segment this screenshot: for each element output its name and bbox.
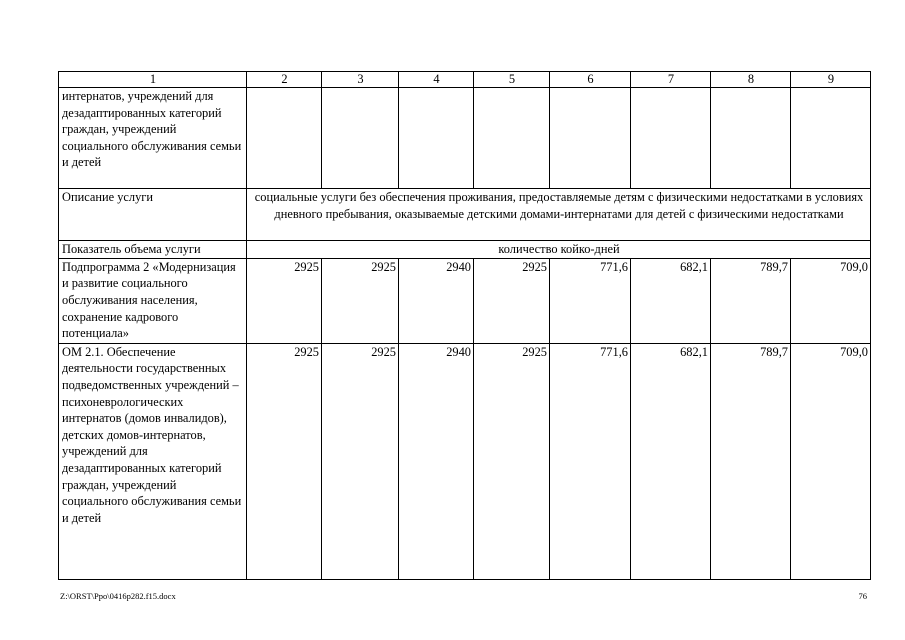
header-cell: 8 [711, 72, 791, 88]
table-row [59, 189, 871, 241]
value-cell: 771,6 [550, 343, 631, 579]
table-row [59, 88, 871, 189]
empty-cell [711, 88, 791, 189]
header-cell: 2 [247, 72, 322, 88]
empty-cell [322, 88, 399, 189]
empty-cell [631, 88, 711, 189]
value-cell: 709,0 [791, 258, 871, 343]
row-label: Показатель объема услуги [59, 241, 247, 259]
header-cell: 7 [631, 72, 711, 88]
table-header-row [59, 72, 871, 88]
data-table [58, 71, 871, 580]
value-cell: 2925 [322, 343, 399, 579]
value-cell: 789,7 [711, 258, 791, 343]
empty-cell [791, 88, 871, 189]
header-cell: 6 [550, 72, 631, 88]
value-cell: 2940 [399, 258, 474, 343]
value-cell: 2925 [247, 343, 322, 579]
table-row [59, 258, 871, 343]
header-cell: 3 [322, 72, 399, 88]
table-row [59, 343, 871, 579]
row-label: интернатов, учреждений для дезадаптированных категорий граждан, учреждений социального обслуживания семьи и детей [59, 88, 247, 189]
value-cell: 682,1 [631, 343, 711, 579]
row-label: ОМ 2.1. Обеспечение деятельности государственных подведомственных учреждений – психоневрологических интернатов (домов инвалидов), детских домов-интернатов, учреждений для дезадаптированных категорий граждан, учреждений социального обслуживания семьи и детей [59, 343, 247, 579]
header-cell: 9 [791, 72, 871, 88]
empty-cell [474, 88, 550, 189]
value-cell: 709,0 [791, 343, 871, 579]
table-row [59, 241, 871, 259]
empty-cell [399, 88, 474, 189]
service-description: социальные услуги без обеспечения проживания, предоставляемые детям с физическими недостатками в условиях дневного пребывания, оказываемые детскими домами-интернатами для детей с физическими недостатками [247, 189, 871, 241]
header-cell: 1 [59, 72, 247, 88]
value-cell: 682,1 [631, 258, 711, 343]
empty-cell [247, 88, 322, 189]
header-cell: 4 [399, 72, 474, 88]
row-label: Описание услуги [59, 189, 247, 241]
value-cell: 789,7 [711, 343, 791, 579]
page-number: 76 [858, 591, 867, 601]
volume-indicator: количество койко-дней [247, 241, 871, 259]
header-cell: 5 [474, 72, 550, 88]
value-cell: 2940 [399, 343, 474, 579]
value-cell: 2925 [474, 343, 550, 579]
row-label: Подпрограмма 2 «Модернизация и развитие социального обслуживания населения, сохранение кадрового потенциала» [59, 258, 247, 343]
value-cell: 2925 [247, 258, 322, 343]
value-cell: 2925 [474, 258, 550, 343]
value-cell: 771,6 [550, 258, 631, 343]
empty-cell [550, 88, 631, 189]
footer-file-path: Z:\ORST\Ppo\0416p282.f15.docx [60, 591, 176, 601]
value-cell: 2925 [322, 258, 399, 343]
